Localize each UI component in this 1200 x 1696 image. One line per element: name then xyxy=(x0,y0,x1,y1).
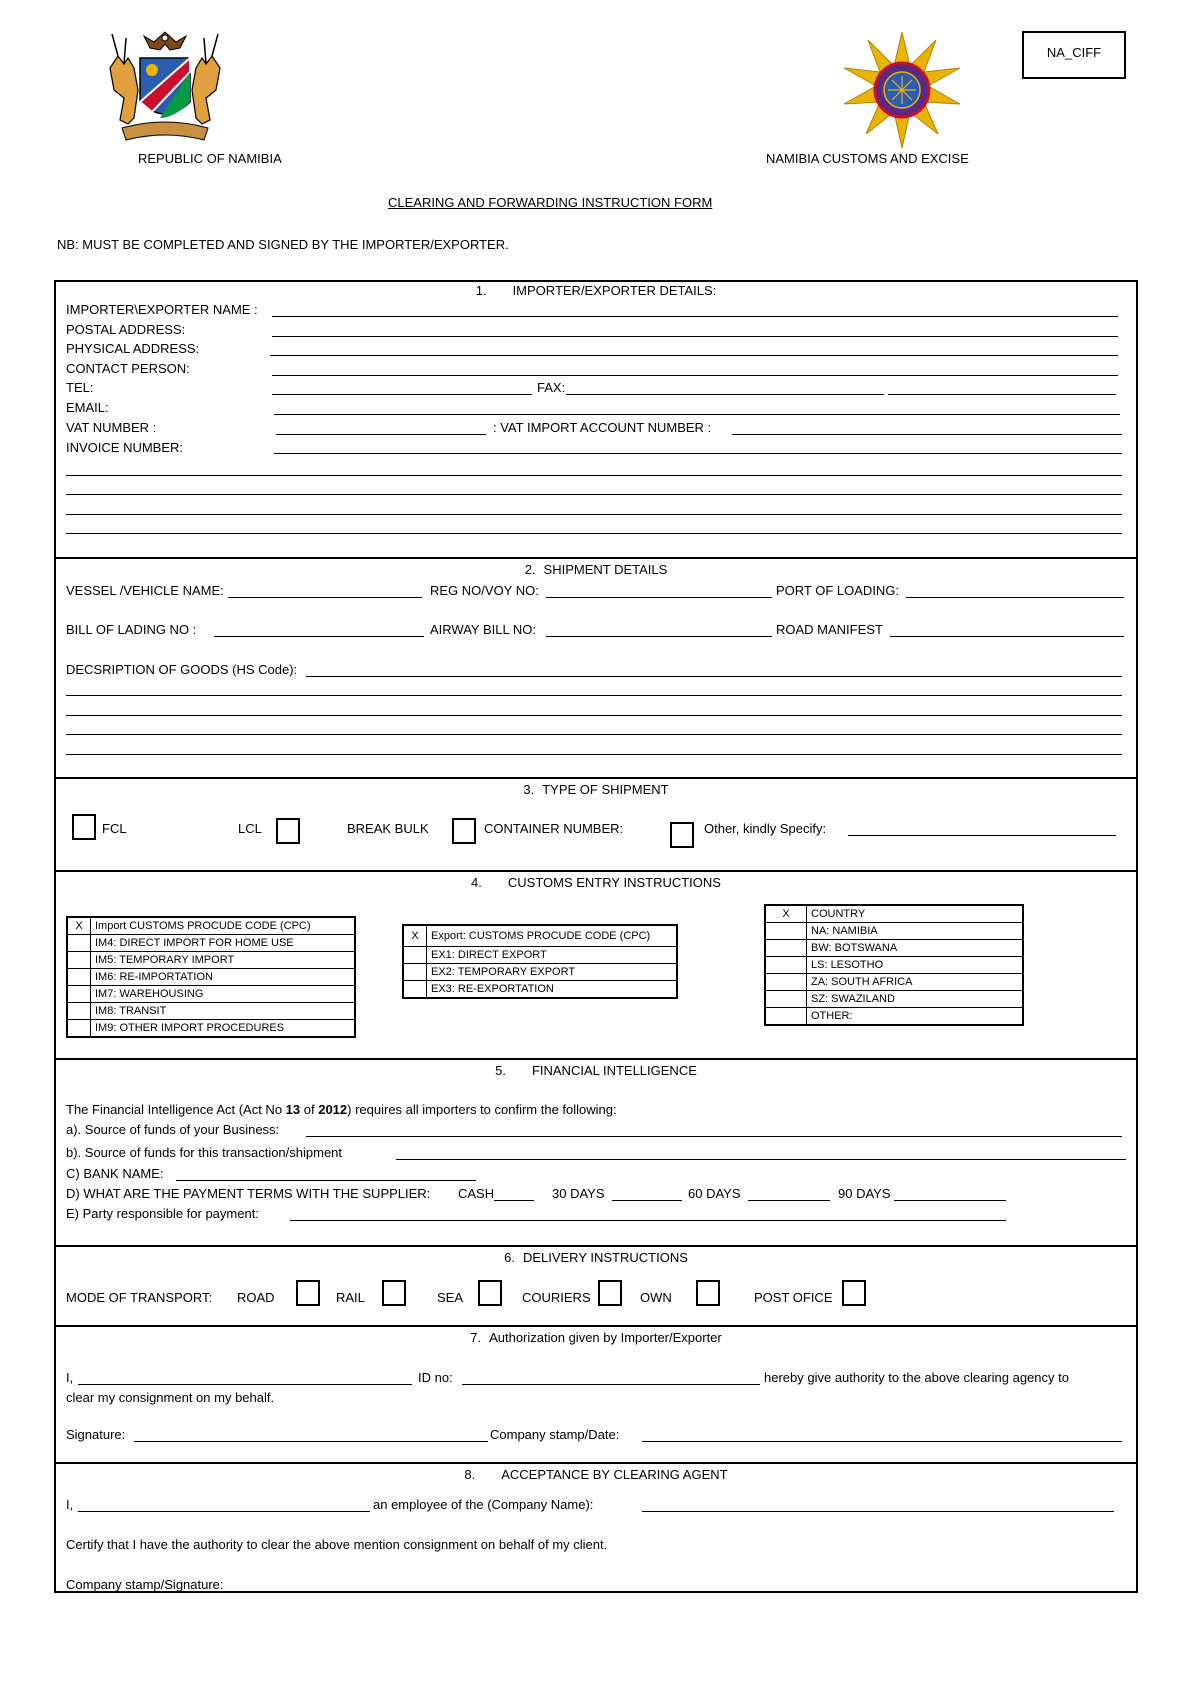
vat-import-field[interactable] xyxy=(732,434,1122,435)
postal-address-label: POSTAL ADDRESS: xyxy=(66,322,186,337)
agent-name-field[interactable] xyxy=(78,1511,370,1512)
select-cell[interactable] xyxy=(765,940,807,957)
table-row xyxy=(765,940,1023,957)
email-label: EMAIL: xyxy=(66,400,109,415)
section-divider xyxy=(54,1462,1138,1464)
namibia-coat-of-arms-logo xyxy=(104,28,226,146)
select-cell[interactable] xyxy=(765,974,807,991)
party-responsible-field[interactable] xyxy=(290,1220,1006,1221)
lcl-checkbox[interactable] xyxy=(276,818,300,844)
select-cell[interactable] xyxy=(403,964,427,981)
export-x-header: X xyxy=(403,925,427,947)
extra-line[interactable] xyxy=(66,734,1122,735)
extra-line[interactable] xyxy=(66,754,1122,755)
lcl-label: LCL xyxy=(238,821,262,836)
fax-field-extra[interactable] xyxy=(888,394,1116,395)
table-row xyxy=(765,1008,1023,1026)
30-days-field[interactable] xyxy=(612,1200,682,1201)
invoice-number-label: INVOICE NUMBER: xyxy=(66,440,184,455)
30-days-label: 30 DAYS xyxy=(552,1186,605,1201)
select-cell[interactable] xyxy=(765,1008,807,1026)
select-cell[interactable] xyxy=(67,1003,91,1020)
country-table xyxy=(764,904,1024,1026)
select-cell[interactable] xyxy=(765,957,807,974)
fcl-label: FCL xyxy=(102,821,127,836)
completion-notice: NB: MUST BE COMPLETED AND SIGNED BY THE IMPORTER/EXPORTER. xyxy=(57,237,509,252)
customs-caption: NAMIBIA CUSTOMS AND EXCISE xyxy=(766,151,969,166)
reg-no-label: REG NO/VOY NO: xyxy=(430,583,539,598)
section8-title: 8. ACCEPTANCE BY CLEARING AGENT xyxy=(464,1467,728,1482)
import-cpc-table xyxy=(66,916,356,1038)
signature-field[interactable] xyxy=(134,1441,488,1442)
couriers-checkbox[interactable] xyxy=(598,1280,622,1306)
country-option: LS: LESOTHO xyxy=(807,957,1024,974)
table-row xyxy=(67,952,355,969)
rail-checkbox[interactable] xyxy=(382,1280,406,1306)
bill-of-lading-label: BILL OF LADING NO : xyxy=(66,622,197,637)
country-option: SZ: SWAZILAND xyxy=(807,991,1024,1008)
company-stamp-date-field[interactable] xyxy=(642,1441,1122,1442)
cpc-option: IM5: TEMPORARY IMPORT xyxy=(91,952,356,969)
table-row xyxy=(403,947,677,964)
cpc-option: IM7: WAREHOUSING xyxy=(91,986,356,1003)
port-of-loading-field[interactable] xyxy=(906,597,1124,598)
auth-statement-continued: clear my consignment on my behalf. xyxy=(66,1390,275,1405)
table-row xyxy=(403,981,677,999)
road-checkbox[interactable] xyxy=(296,1280,320,1306)
select-cell[interactable] xyxy=(67,969,91,986)
table-row xyxy=(67,1020,355,1038)
source-funds-transaction-label: b). Source of funds for this transaction/shipment xyxy=(66,1145,343,1160)
cpc-option: IM9: OTHER IMPORT PROCEDURES xyxy=(91,1020,356,1038)
physical-address-field[interactable] xyxy=(270,355,1118,356)
road-manifest-field[interactable] xyxy=(890,636,1124,637)
extra-line[interactable] xyxy=(66,494,1122,495)
export-cpc-table xyxy=(402,924,678,999)
table-row xyxy=(765,923,1023,940)
auth-name-field[interactable] xyxy=(78,1384,412,1385)
auth-statement: hereby give authority to the above clearing agency to xyxy=(764,1370,1069,1385)
bill-of-lading-field[interactable] xyxy=(214,636,424,637)
other-specify-field[interactable] xyxy=(848,835,1116,836)
container-number-label: CONTAINER NUMBER: xyxy=(484,821,624,836)
company-stamp-signature-field[interactable] xyxy=(256,1591,614,1592)
90-days-field[interactable] xyxy=(894,1200,1006,1201)
email-field[interactable] xyxy=(274,414,1120,415)
cpc-option: IM6: RE-IMPORTATION xyxy=(91,969,356,986)
extra-line[interactable] xyxy=(66,475,1122,476)
company-stamp-signature-label: Company stamp/Signature: xyxy=(66,1577,224,1592)
section-divider xyxy=(54,777,1138,779)
table-row xyxy=(67,969,355,986)
country-header: COUNTRY xyxy=(807,905,1024,923)
auth-i-label: I, xyxy=(66,1370,74,1385)
sea-label: SEA xyxy=(437,1290,464,1305)
own-checkbox[interactable] xyxy=(696,1280,720,1306)
select-cell[interactable] xyxy=(403,947,427,964)
60-days-label: 60 DAYS xyxy=(688,1186,741,1201)
physical-address-label: PHYSICAL ADDRESS: xyxy=(66,341,200,356)
extra-line[interactable] xyxy=(66,695,1122,696)
extra-line[interactable] xyxy=(66,533,1122,534)
contact-person-field[interactable] xyxy=(272,375,1118,376)
extra-line[interactable] xyxy=(66,514,1122,515)
section5-title: 5. FINANCIAL INTELLIGENCE xyxy=(495,1063,697,1078)
auth-id-field[interactable] xyxy=(462,1384,760,1385)
signature-label: Signature: xyxy=(66,1427,126,1442)
goods-description-label: DECSRIPTION OF GOODS (HS Code): xyxy=(66,662,298,677)
form-reference: NA_CIFF xyxy=(1022,31,1126,79)
60-days-field[interactable] xyxy=(748,1200,830,1201)
country-option: BW: BOTSWANA xyxy=(807,940,1024,957)
fax-label: FAX: xyxy=(537,380,566,395)
table-row xyxy=(403,925,677,947)
section3-title: 3. TYPE OF SHIPMENT xyxy=(523,782,669,797)
break-bulk-label: BREAK BULK xyxy=(347,821,429,836)
post-office-label: POST OFICE xyxy=(754,1290,833,1305)
postal-address-field[interactable] xyxy=(272,336,1118,337)
vessel-label: VESSEL /VEHICLE NAME: xyxy=(66,583,224,598)
form-title: CLEARING AND FORWARDING INSTRUCTION FORM xyxy=(388,195,713,210)
airway-bill-field[interactable] xyxy=(546,636,772,637)
extra-line[interactable] xyxy=(66,715,1122,716)
select-cell[interactable] xyxy=(765,923,807,940)
select-cell[interactable] xyxy=(403,981,427,999)
invoice-number-field[interactable] xyxy=(274,453,1122,454)
section-divider xyxy=(54,1245,1138,1247)
country-x-header: X xyxy=(765,905,807,923)
other-specify-label: Other, kindly Specify: xyxy=(704,821,827,836)
certify-statement: Certify that I have the authority to clear the above mention consignment on behalf of my client. xyxy=(66,1537,608,1552)
vessel-field[interactable] xyxy=(228,597,422,598)
country-option: ZA: SOUTH AFRICA xyxy=(807,974,1024,991)
select-cell[interactable] xyxy=(765,991,807,1008)
source-funds-business-field[interactable] xyxy=(306,1136,1122,1137)
bank-name-field[interactable] xyxy=(176,1180,476,1181)
couriers-label: COURIERS xyxy=(522,1290,591,1305)
payment-terms-label: D) WHAT ARE THE PAYMENT TERMS WITH THE SUPPLIER: xyxy=(66,1186,431,1201)
importer-name-label: IMPORTER\EXPORTER NAME : xyxy=(66,302,258,317)
company-stamp-date-label: Company stamp/Date: xyxy=(490,1427,620,1442)
goods-description-field[interactable] xyxy=(306,676,1122,677)
cpc-option: EX3: RE-EXPORTATION xyxy=(427,981,678,999)
fia-intro: The Financial Intelligence Act (Act No 13 of 2012) requires all importers to confirm the following: xyxy=(66,1102,617,1117)
agent-i-label: I, xyxy=(66,1497,74,1512)
table-row xyxy=(67,986,355,1003)
importer-name-field[interactable] xyxy=(272,316,1118,317)
country-option: NA: NAMIBIA xyxy=(807,923,1024,940)
section-divider xyxy=(54,1325,1138,1327)
export-cpc-header: Export: CUSTOMS PROCUDE CODE (CPC) xyxy=(427,925,678,947)
select-cell[interactable] xyxy=(67,1020,91,1038)
fax-field[interactable] xyxy=(566,394,884,395)
table-row xyxy=(67,1003,355,1020)
republic-caption: REPUBLIC OF NAMIBIA xyxy=(138,151,282,166)
post-office-checkbox[interactable] xyxy=(842,1280,866,1306)
section-divider xyxy=(54,870,1138,872)
table-row xyxy=(403,964,677,981)
contact-person-label: CONTACT PERSON: xyxy=(66,361,190,376)
select-cell[interactable] xyxy=(67,986,91,1003)
company-name-field[interactable] xyxy=(642,1511,1114,1512)
container-number-checkbox[interactable] xyxy=(670,822,694,848)
fcl-checkbox[interactable] xyxy=(72,814,96,840)
vat-import-label: : VAT IMPORT ACCOUNT NUMBER : xyxy=(493,420,712,435)
cash-field[interactable] xyxy=(494,1200,534,1201)
mode-of-transport-label: MODE OF TRANSPORT: xyxy=(66,1290,213,1305)
section4-title: 4. CUSTOMS ENTRY INSTRUCTIONS xyxy=(471,875,721,890)
cpc-option: IM8: TRANSIT xyxy=(91,1003,356,1020)
cpc-option: IM4: DIRECT IMPORT FOR HOME USE xyxy=(91,935,356,952)
select-cell[interactable] xyxy=(67,935,91,952)
section6-title: 6. DELIVERY INSTRUCTIONS xyxy=(504,1250,688,1265)
cash-label: CASH xyxy=(458,1186,495,1201)
sea-checkbox[interactable] xyxy=(478,1280,502,1306)
table-row xyxy=(67,935,355,952)
tel-label: TEL: xyxy=(66,380,94,395)
bank-name-label: C) BANK NAME: xyxy=(66,1166,164,1181)
vat-number-field[interactable] xyxy=(276,434,486,435)
road-label: ROAD xyxy=(237,1290,275,1305)
table-row xyxy=(765,991,1023,1008)
vat-number-label: VAT NUMBER : xyxy=(66,420,157,435)
party-responsible-label: E) Party responsible for payment: xyxy=(66,1206,259,1221)
tel-field[interactable] xyxy=(272,394,532,395)
table-row xyxy=(765,957,1023,974)
airway-bill-label: AIRWAY BILL NO: xyxy=(430,622,536,637)
section-divider xyxy=(54,557,1138,559)
import-x-header: X xyxy=(67,917,91,935)
section1-title: 1. IMPORTER/EXPORTER DETAILS: xyxy=(475,283,717,298)
country-option: OTHER: xyxy=(807,1008,1024,1026)
table-row xyxy=(765,974,1023,991)
table-row xyxy=(67,917,355,935)
employee-of-label: an employee of the (Company Name): xyxy=(373,1497,594,1512)
section2-title: 2. SHIPMENT DETAILS xyxy=(524,562,668,577)
customs-star-seal-logo xyxy=(840,30,964,150)
table-row xyxy=(765,905,1023,923)
break-bulk-checkbox[interactable] xyxy=(452,818,476,844)
port-of-loading-label: PORT OF LOADING: xyxy=(776,583,900,598)
source-funds-business-label: a). Source of funds of your Business: xyxy=(66,1122,280,1137)
cpc-option: EX2: TEMPORARY EXPORT xyxy=(427,964,678,981)
reg-no-field[interactable] xyxy=(546,597,772,598)
import-cpc-header: Import CUSTOMS PROCUDE CODE (CPC) xyxy=(91,917,356,935)
section-divider xyxy=(54,1058,1138,1060)
own-label: OWN xyxy=(640,1290,672,1305)
cpc-option: EX1: DIRECT EXPORT xyxy=(427,947,678,964)
road-manifest-label: ROAD MANIFEST xyxy=(776,622,883,637)
rail-label: RAIL xyxy=(336,1290,365,1305)
select-cell[interactable] xyxy=(67,952,91,969)
source-funds-transaction-field[interactable] xyxy=(396,1159,1126,1160)
90-days-label: 90 DAYS xyxy=(838,1186,891,1201)
section7-title: 7. Authorization given by Importer/Exporter xyxy=(470,1330,722,1345)
auth-id-label: ID no: xyxy=(418,1370,453,1385)
